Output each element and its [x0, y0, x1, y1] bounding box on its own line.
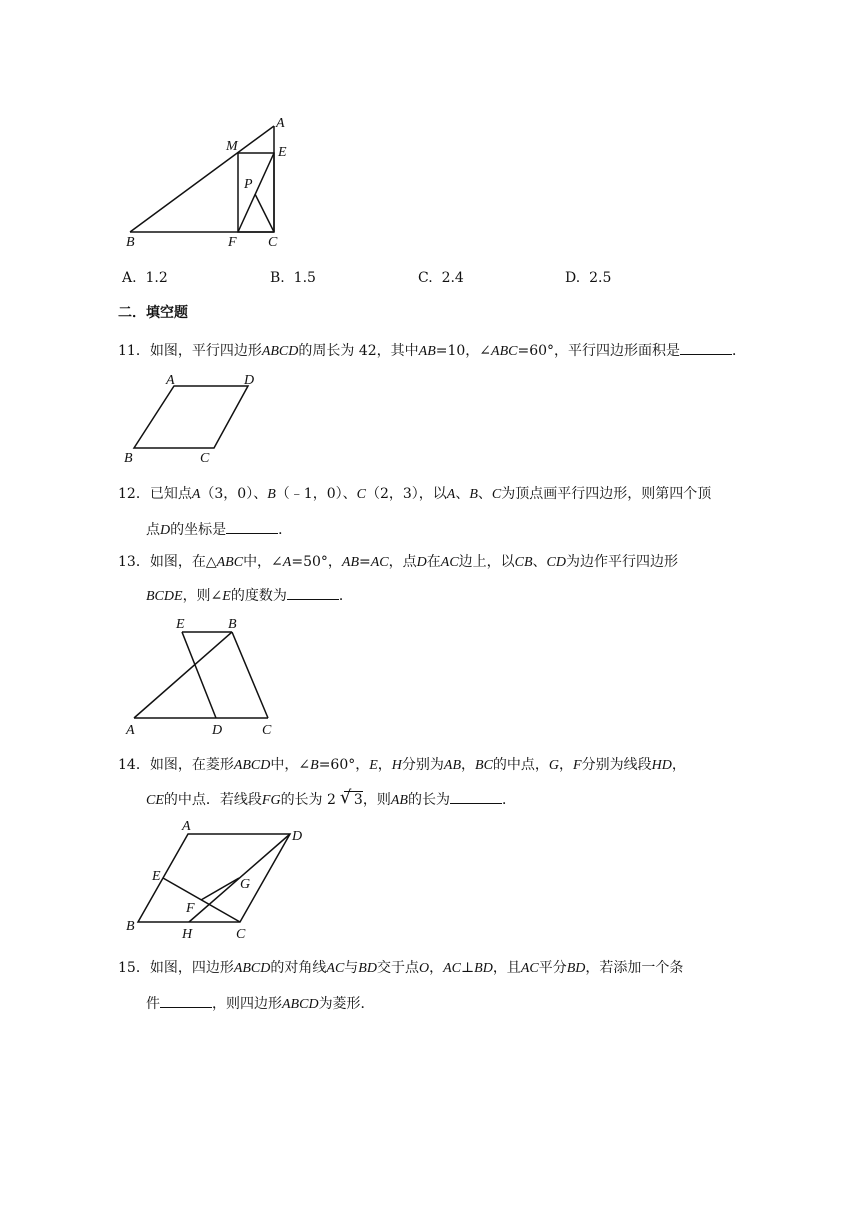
label-d: D [212, 723, 223, 738]
question-15: 15．如图，四边形ABCD的对角线AC与BD交于点O，AC⊥BD，且AC平分BD，若添加一个条 [118, 960, 684, 976]
question-12-line-2: 点D的坐标是 ． [146, 522, 293, 538]
label-a: A [126, 723, 135, 738]
question-12: 12．已知点A（3，0）、B（﹣1，0）、C（2，3），以A、B、C为顶点画平行四边形，则第四个顶 [118, 486, 712, 502]
answer-blank [287, 587, 339, 600]
parallelogram-abcd [134, 386, 248, 448]
label-g: G [240, 877, 251, 892]
option-key: C. [418, 270, 433, 286]
label-b: B [228, 617, 237, 632]
label-c: C [200, 451, 210, 466]
option-key: A. [122, 270, 137, 286]
answer-blank [226, 521, 278, 534]
option-value: 1.2 [145, 270, 168, 286]
option-value: 2.4 [441, 270, 464, 286]
label-f: F [228, 235, 237, 250]
answer-blank [450, 791, 502, 804]
label-a: A [182, 819, 191, 834]
segment-fg [201, 878, 239, 900]
figure-q14 [118, 818, 318, 944]
label-a: A [276, 116, 285, 131]
option-value: 2.5 [589, 270, 612, 286]
label-m: M [226, 139, 238, 154]
question-15-line-2: 件 ，则四边形ABCD为菱形． [146, 996, 375, 1012]
answer-blank [160, 995, 212, 1008]
segment-pc [255, 194, 274, 232]
label-c: C [262, 723, 272, 738]
option-value: 1.5 [293, 270, 316, 286]
option-d [565, 270, 611, 286]
label-e: E [278, 145, 287, 160]
segment-ab [134, 632, 232, 718]
figure-q10 [110, 110, 300, 250]
label-f: F [186, 901, 195, 916]
label-a: A [166, 373, 175, 388]
label-d: D [244, 373, 255, 388]
label-e: E [176, 617, 185, 632]
question-14-line-2: CE的中点．若线段FG的长为 2√ 3，则AB的长为 ． [146, 789, 516, 809]
label-e: E [152, 869, 161, 884]
option-b [270, 270, 316, 286]
label-h: H [182, 927, 193, 942]
sqrt-symbol: √ 3 [344, 791, 363, 808]
option-c [418, 270, 464, 286]
segment-bc [232, 632, 268, 718]
label-b: B [124, 451, 133, 466]
option-key: B. [270, 270, 285, 286]
label-p: P [244, 177, 253, 192]
question-13: 13．如图，在△ABC中，∠A=50°，AB=AC，点D在AC边上，以CB、CD为边作平行四边形 [118, 554, 678, 570]
label-d: D [292, 829, 303, 844]
label-b: B [126, 235, 135, 250]
question-13-line-2: BCDE，则∠E的度数为 ． [146, 588, 353, 604]
question-11: 11．如图，平行四边形ABCD的周长为 42，其中AB=10，∠ABC=60°，平行四边形面积是 ． [118, 343, 747, 359]
rhombus-abcd [138, 834, 290, 922]
label-c: C [236, 927, 246, 942]
figure-q11 [120, 372, 270, 467]
answer-blank [680, 342, 732, 355]
figure-q13 [120, 612, 290, 742]
label-c: C [268, 235, 278, 250]
question-14: 14．如图，在菱形ABCD中，∠B=60°，E，H分别为AB，BC的中点，G，F分别为线段HD， [118, 757, 686, 773]
option-key: D. [565, 270, 581, 286]
label-b: B [126, 919, 135, 934]
section-title: 二．填空题 [118, 305, 188, 321]
option-a [122, 270, 168, 286]
segment-ed [182, 632, 216, 718]
